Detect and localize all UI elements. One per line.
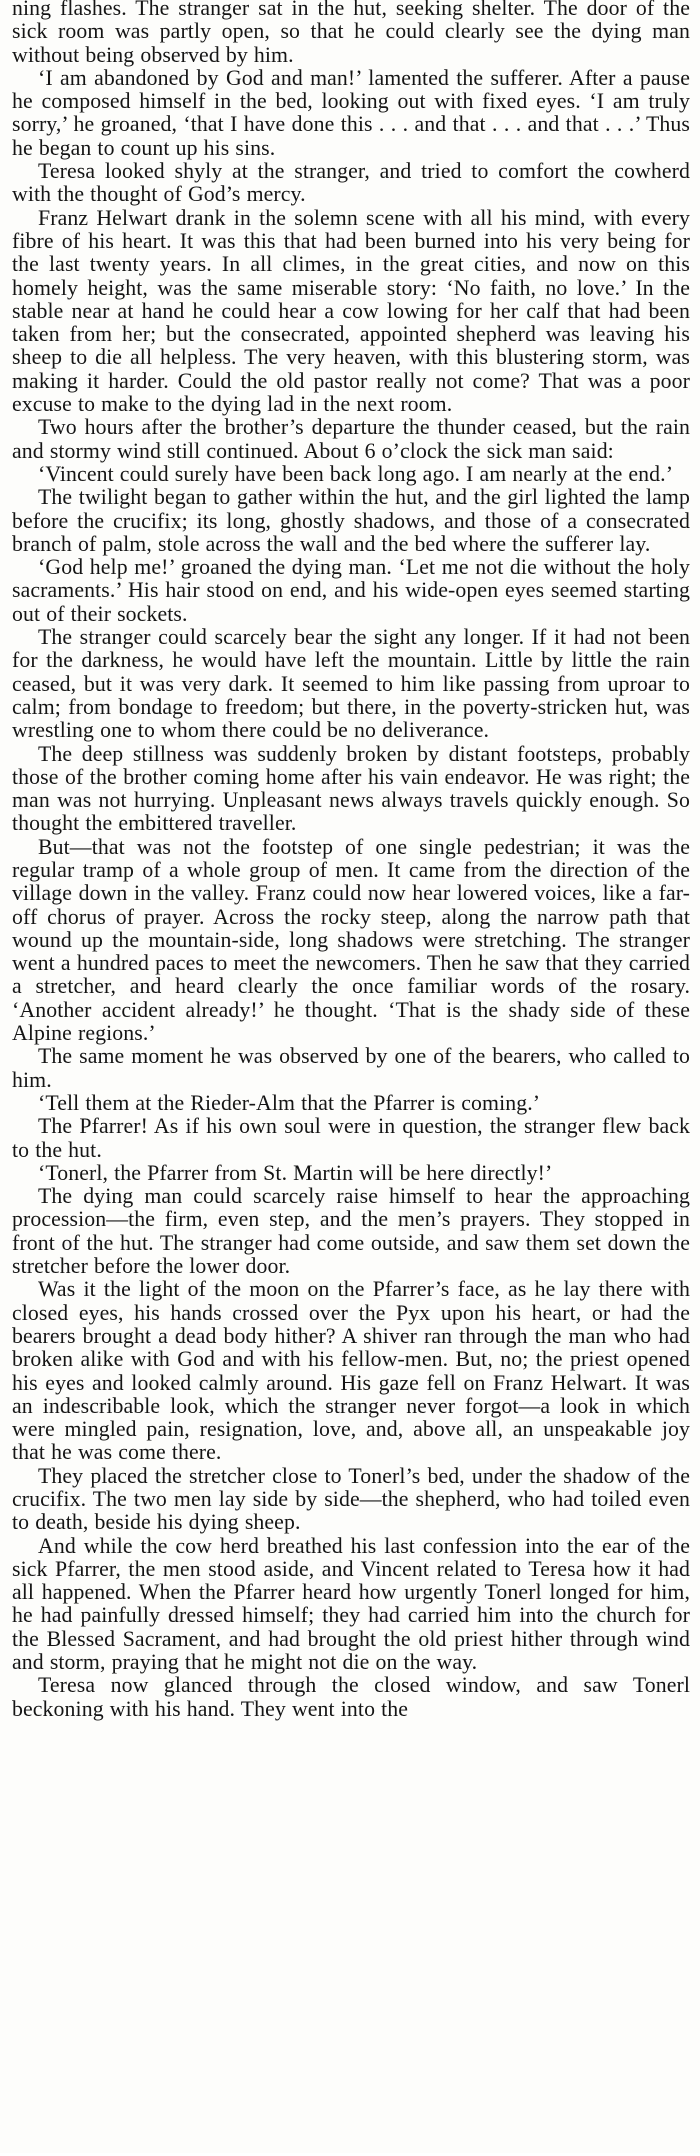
paragraph: ning flashes. The stranger sat in the hut, seeking shelter. The door of the sick room was partly open, so that he could clearly see the dying man without being observed by him. [12,0,690,67]
paragraph: Teresa looked shyly at the stranger, and tried to comfort the cowherd with the thought of God’s mercy. [12,159,690,207]
paragraph: The deep stillness was suddenly broken by distant footsteps, probably those of the brother coming home after his vain endeavor. He was right; the man was not hurrying. Unpleasant news always travels quickly enough. So thought the embittered traveller. [12,741,690,836]
paragraph: They placed the stretcher close to Tonerl’s bed, under the shadow of the crucifix. The two men lay side by side—the shepherd, who had toiled even to death, beside his dying sheep. [12,1463,690,1535]
paragraph: Two hours after the brother’s departure the thunder ceased, but the rain and stormy wind still continued. About 6 o’clock the sick man said: [12,415,690,463]
paragraph: The stranger could scarcely bear the sight any longer. If it had not been for the darkness, he would have left the mountain. Little by little the rain ceased, but it was very dark. It seemed to him like passing from uproar to calm; from bondage to freedom; but there, in the poverty-stricken hut, was wrestling one to whom there could be no deliverance. [12,625,690,743]
paragraph: ‘Tonerl, the Pfarrer from St. Martin will be here directly!’ [38,1160,553,1185]
paragraph: The Pfarrer! As if his own soul were in question, the stranger flew back to the hut. [12,1114,690,1162]
paragraph: Teresa now glanced through the closed window, and saw Tonerl beckoning with his hand. They went into the [12,1673,690,1721]
paragraph: The twilight began to gather within the hut, and the girl lighted the lamp before the crucifix; its long, ghostly shadows, and those of a consecrated branch of palm, stole across the wall and the bed where the sufferer lay. [12,485,690,556]
paragraph: Franz Helwart drank in the solemn scene with all his mind, with every fibre of his heart. It was this that had been burned into his very being for the last twenty years. In all climes, in the great cities, and now on this homely height, was the same miserable story: ‘No faith, no love.’ In the stable near at hand he could hear a cow lowing for her calf that had been taken from her; but the consecrated, appointed shepherd was leaving his sheep to die all helpless. The very heaven, with this blustering storm, was making it harder. Could the old pastor really not come? That was a poor excuse to make to the dying lad in the next room. [12,205,690,417]
paragraph: ‘God help me!’ groaned the dying man. ‘Let me not die without the holy sacraments.’ His hair stood on end, and his wide-open eyes seemed starting out of their sockets. [12,555,690,626]
paragraph: ‘I am abandoned by God and man!’ lamented the sufferer. After a pause he composed himself in the bed, looking out with fixed eyes. ‘I am truly sorry,’ he groaned, ‘that I have done this . . . and that . . . and that . . .’ Thus he began to count up his sins. [12,65,690,160]
paragraph: ‘Tell them at the Rieder-Alm that the Pfarrer is coming.’ [38,1090,541,1115]
paragraph: ‘Vincent could surely have been back long ago. I am nearly at the end.’ [38,461,674,486]
article-body [12,0,690,1721]
paragraph: But—that was not the footstep of one single pedestrian; it was the regular tramp of a whole group of men. It came from the direction of the village down in the valley. Franz could now hear lowered voices, like a far-off chorus of prayer. Across the rocky steep, along the narrow path that wound up the mountain-side, long shadows were stretching. The stranger went a hundred paces to meet the newcomers. Then he saw that they carried a stretcher, and heard clearly the once familiar words of the rosary. ‘Another accident already!’ he thought. ‘That is the shady side of these Alpine regions.’ [12,834,690,1046]
paragraph: The dying man could scarcely raise himself to hear the approaching procession—the firm, even step, and the men’s prayers. They stopped in front of the hut. The stranger had come outside, and saw them set down the stretcher before the lower door. [12,1184,690,1279]
paragraph: Was it the light of the moon on the Pfarrer’s face, as he lay there with closed eyes, his hands crossed over the Pyx upon his heart, or had the bearers brought a dead body hither? A shiver ran through the man who had broken alike with God and with his fellow-men. But, no; the priest opened his eyes and looked calmly around. His gaze fell on Franz Helwart. It was an indescribable look, which the stranger never forgot—a look in which were mingled pain, resignation, love, and, above all, an unspeakable joy that he was come there. [12,1277,690,1465]
paragraph: The same moment he was observed by one of the bearers, who called to him. [12,1044,690,1092]
paragraph: And while the cow herd breathed his last confession into the ear of the sick Pfarrer, the men stood aside, and Vincent related to Teresa how it had all happened. When the Pfarrer heard how urgently Tonerl longed for him, he had painfully dressed himself; they had carried him into the church for the Blessed Sacrament, and had brought the old priest hither through wind and storm, praying that he might not die on the way. [12,1533,690,1675]
